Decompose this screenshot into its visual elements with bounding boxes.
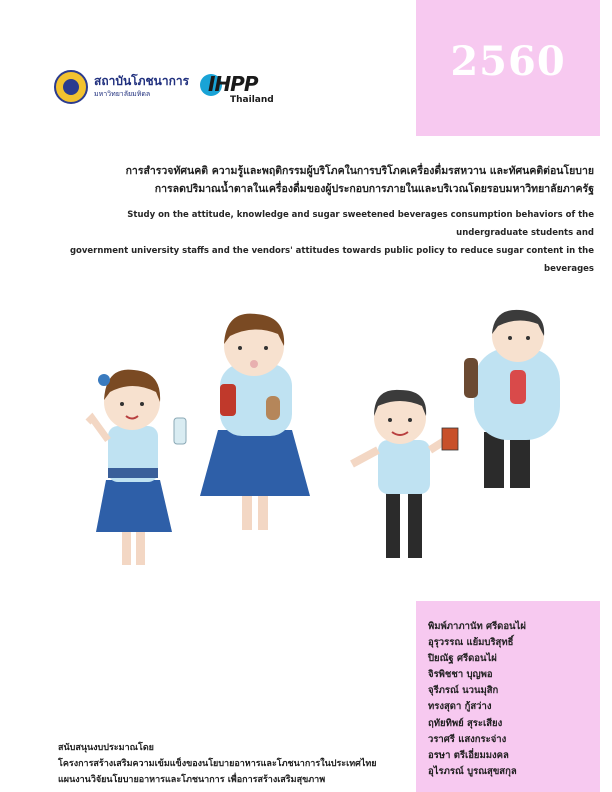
author-name: จิรพิชชา บุญพอ	[428, 669, 493, 681]
chubby-girl-figure	[200, 314, 310, 530]
authors-panel	[416, 601, 600, 792]
year-panel	[416, 0, 600, 136]
ihpp-logo	[194, 70, 284, 108]
author-name: อรษา ตรีเอี่ยมมงคล	[428, 749, 509, 761]
author-name: จุรีภรณ์ นวนมุสิก	[428, 685, 499, 697]
university-name: มหาวิทยาลัยมหิดล	[94, 90, 151, 98]
report-title-thai	[60, 162, 594, 198]
title-english-line-1: Study on the attitude, knowledge and sugar sweetened beverages consumption behaviors of the undergraduate students and	[127, 210, 594, 238]
funding-heading: สนับสนุนงบประมาณโดย	[58, 743, 154, 753]
institute-name: สถาบันโภชนาการ	[94, 74, 190, 88]
year-label: 2560	[450, 38, 566, 85]
author-name: อุรุวรรณ แย้มบริสุทธิ์	[428, 637, 514, 649]
author-name: อุไรภรณ์ บูรณสุขสกุล	[428, 765, 517, 777]
author-name: ทรงสุดา กู้สว่าง	[428, 701, 492, 713]
boy-with-juice-box-figure	[352, 390, 458, 558]
report-title-english	[60, 206, 594, 278]
title-thai-line-1: การสำรวจทัศนคติ ความรู้และพฤติกรรมผู้บริโภคในการบริโภคเครื่องดื่มรสหวาน และทัศนคติต่อนโยบาย	[125, 165, 594, 177]
title-thai-line-2: การลดปริมาณน้ำตาลในเครื่องดื่มของผู้ประกอบการภายในและบริเวณโดยรอบมหาวิทยาลัยภาครัฐ	[154, 183, 594, 195]
funding-project: โครงการสร้างเสริมความเข้มแข็งของนโยบายอาหารและโภชนาการในประเทศไทย	[58, 759, 377, 769]
institute-of-nutrition-logo	[54, 70, 194, 108]
author-name: พิมพ์ภาภานัท ศรีดอนไผ่	[428, 621, 526, 632]
title-english-line-2: government university staffs and the vendors' attitudes towards public policy to reduce sugar content in the beverages	[69, 246, 594, 274]
funding-statement	[58, 740, 408, 788]
girl-with-bottle-figure	[88, 370, 186, 565]
man-with-bottle-figure	[464, 310, 560, 488]
ihpp-country: Thailand	[230, 95, 274, 105]
university-seal-icon	[54, 70, 88, 104]
author-name: ฤทัยทิพย์ สุระเสียง	[428, 717, 503, 729]
author-name: ปิยณัฐ ศรีดอนไผ่	[428, 653, 497, 665]
author-name: วราศรี แสงกระจ่าง	[428, 733, 507, 745]
ihpp-name: IHPP	[208, 72, 258, 96]
authors-list	[428, 619, 526, 780]
funding-program: แผนงานวิจัยนโยบายอาหารและโภชนาการ เพื่อการสร้างเสริมสุขภาพ	[58, 775, 326, 785]
students-drinking-illustration	[70, 300, 590, 570]
